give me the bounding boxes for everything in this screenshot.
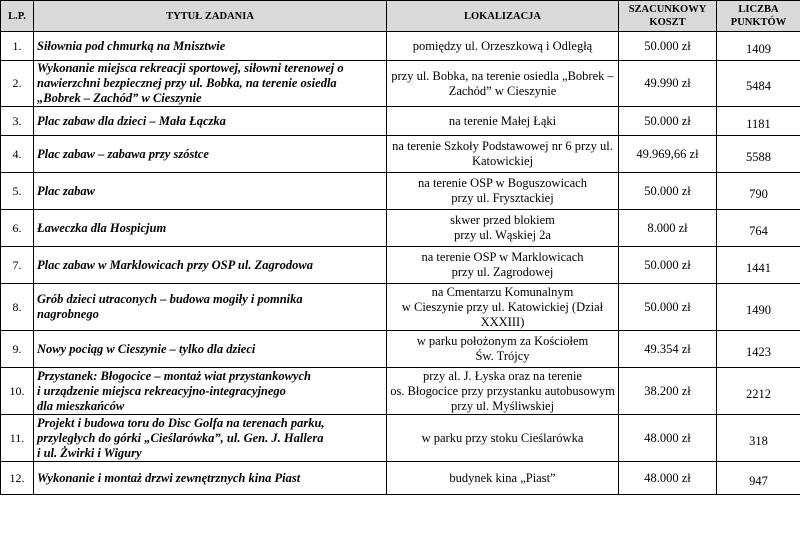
row-number-cell	[1, 284, 34, 331]
location: przy al. J. Łyska oraz na terenie os. Błogocice przy przystanku autobusowym przy ul. Myśliwskiej	[390, 368, 615, 413]
row-number: 9.	[12, 341, 22, 356]
task-title: Wykonanie miejsca rekreacji sportowej, siłowni terenowej o nawierzchni bezpiecznej przy ul. Bobka, na terenie osiedla „Bobrek – Zachód” w Cieszynie	[37, 61, 344, 105]
points-count: 1441	[746, 260, 771, 275]
location: na terenie OSP w Marklowicach przy ul. Zagrodowej	[421, 250, 584, 279]
location-cell	[387, 107, 619, 136]
table-row	[1, 136, 800, 173]
location: w parku przy stoku Cieślarówka	[421, 430, 584, 445]
points-count-cell	[717, 61, 800, 107]
header-lp: L.P.	[1, 1, 34, 32]
estimated-cost-cell	[619, 331, 717, 368]
task-title: Plac zabaw w Marklowicach przy OSP ul. Zagrodowa	[37, 257, 313, 272]
points-count: 1181	[746, 116, 771, 131]
task-title-cell	[34, 107, 387, 136]
estimated-cost: 50.000 zł	[644, 113, 691, 128]
row-number-cell	[1, 415, 34, 462]
row-number-cell	[1, 210, 34, 247]
estimated-cost-cell	[619, 462, 717, 495]
location: na Cmentarzu Komunalnym w Cieszynie przy ul. Katowickiej (Dział XXXIII)	[401, 284, 604, 329]
points-count-cell	[717, 415, 800, 462]
location: w parku położonym za Kościołem Św. Trójcy	[416, 334, 589, 363]
estimated-cost: 49.990 zł	[644, 76, 691, 90]
task-title: Plac zabaw	[37, 183, 95, 198]
location-cell	[387, 32, 619, 61]
estimated-cost: 50.000 zł	[644, 183, 691, 198]
table-row	[1, 210, 800, 247]
task-title: Plac zabaw dla dzieci – Mała Łączka	[37, 113, 226, 128]
estimated-cost: 48.000 zł	[644, 470, 691, 485]
location-cell	[387, 331, 619, 368]
task-title-cell	[34, 173, 387, 210]
table-row	[1, 247, 800, 284]
estimated-cost-cell	[619, 415, 717, 462]
estimated-cost-cell	[619, 368, 717, 415]
table-row	[1, 368, 800, 415]
task-title: Nowy pociąg w Cieszynie – tylko dla dzieci	[37, 341, 256, 356]
header-points	[717, 1, 800, 32]
points-count-cell	[717, 210, 800, 247]
table-row	[1, 284, 800, 331]
task-title: Przystanek: Błogocice – montaż wiat przystankowych i urządzenie miejsca rekreacyjno-integracyjnego dla mieszkańców	[37, 368, 311, 413]
points-count: 1409	[746, 41, 771, 56]
table-row	[1, 331, 800, 368]
estimated-cost: 49.969,66 zł	[636, 146, 699, 161]
row-number: 10.	[9, 383, 25, 398]
points-count: 5588	[746, 149, 771, 164]
estimated-cost: 38.200 zł	[644, 383, 691, 398]
location-cell	[387, 247, 619, 284]
task-title: Plac zabaw – zabawa przy szóstce	[37, 146, 209, 161]
task-title: Projekt i budowa toru do Disc Golfa na terenach parku, przyległych do górki „Cieślarówka”, ul. Gen. J. Hallera i ul. Żwirki i Wigury	[37, 415, 325, 460]
row-number: 7.	[12, 257, 22, 272]
location: na terenie Małej Łąki	[448, 113, 557, 128]
points-count: 5484	[746, 79, 771, 93]
points-count: 947	[749, 473, 768, 488]
task-title-cell	[34, 284, 387, 331]
row-number: 5.	[12, 183, 22, 198]
task-title: Siłownia pod chmurką na Mnisztwie	[37, 38, 226, 53]
points-count: 1423	[746, 344, 771, 359]
row-number-cell	[1, 32, 34, 61]
location: budynek kina „Piast”	[449, 470, 556, 485]
row-number-cell	[1, 462, 34, 495]
header-points-label: LICZBA PUNKTÓW	[730, 4, 787, 28]
row-number: 11.	[9, 430, 25, 445]
estimated-cost-cell	[619, 32, 717, 61]
row-number-cell	[1, 136, 34, 173]
location-cell	[387, 462, 619, 495]
points-count: 790	[749, 186, 768, 201]
row-number-cell	[1, 247, 34, 284]
task-title: Wykonanie i montaż drzwi zewnętrznych kina Piast	[37, 470, 301, 485]
row-number-cell	[1, 331, 34, 368]
location-cell	[387, 61, 619, 107]
points-count-cell	[717, 368, 800, 415]
header-location: LOKALIZACJA	[387, 1, 619, 32]
row-number: 2.	[12, 76, 22, 90]
points-count-cell	[717, 32, 800, 61]
row-number-cell	[1, 173, 34, 210]
estimated-cost: 48.000 zł	[644, 430, 691, 445]
points-count: 318	[749, 433, 768, 448]
task-title-cell	[34, 331, 387, 368]
points-count-cell	[717, 136, 800, 173]
row-number: 4.	[12, 146, 22, 161]
estimated-cost-cell	[619, 61, 717, 107]
row-number-cell	[1, 61, 34, 107]
row-number: 6.	[12, 220, 22, 235]
estimated-cost: 49.354 zł	[644, 341, 691, 356]
task-title-cell	[34, 462, 387, 495]
task-title-cell	[34, 61, 387, 107]
estimated-cost-cell	[619, 136, 717, 173]
header-cost	[619, 1, 717, 32]
location-cell	[387, 210, 619, 247]
location-cell	[387, 173, 619, 210]
points-count: 1490	[746, 302, 771, 317]
points-count-cell	[717, 173, 800, 210]
location-cell	[387, 415, 619, 462]
points-count-cell	[717, 331, 800, 368]
task-title-cell	[34, 368, 387, 415]
location: na terenie OSP w Boguszowicach przy ul. Frysztackiej	[418, 176, 587, 205]
estimated-cost-cell	[619, 247, 717, 284]
header-cost-label: SZACUNKOWY KOSZT	[628, 4, 707, 28]
points-count-cell	[717, 462, 800, 495]
row-number: 3.	[12, 113, 22, 128]
row-number: 8.	[12, 299, 22, 314]
points-count-cell	[717, 107, 800, 136]
table-row	[1, 107, 800, 136]
row-number: 1.	[12, 38, 22, 53]
task-title-cell	[34, 136, 387, 173]
task-title-cell	[34, 210, 387, 247]
estimated-cost-cell	[619, 107, 717, 136]
row-number: 12.	[9, 470, 25, 485]
task-title-cell	[34, 247, 387, 284]
header-title: TYTUŁ ZADANIA	[34, 1, 387, 32]
estimated-cost: 8.000 zł	[647, 220, 688, 235]
points-count-cell	[717, 247, 800, 284]
location: na terenie Szkoły Podstawowej nr 6 przy ul. Katowickiej	[392, 139, 613, 168]
estimated-cost-cell	[619, 173, 717, 210]
location: skwer przed blokiem przy ul. Wąskiej 2a	[450, 213, 555, 242]
estimated-cost: 50.000 zł	[644, 257, 691, 272]
location: pomiędzy ul. Orzeszkową i Odległą	[412, 38, 593, 53]
row-number-cell	[1, 107, 34, 136]
table-row	[1, 32, 800, 61]
location-cell	[387, 136, 619, 173]
table-row	[1, 61, 800, 107]
task-title: Ławeczka dla Hospicjum	[37, 220, 167, 235]
estimated-cost-cell	[619, 210, 717, 247]
table-row	[1, 462, 800, 495]
estimated-cost: 50.000 zł	[644, 38, 691, 53]
estimated-cost-cell	[619, 284, 717, 331]
header-row	[1, 1, 800, 32]
task-title-cell	[34, 32, 387, 61]
task-title: Grób dzieci utraconych – budowa mogiły i pomnika nagrobnego	[37, 292, 303, 321]
table-row	[1, 415, 800, 462]
points-count: 2212	[746, 386, 771, 401]
task-title-cell	[34, 415, 387, 462]
location: przy ul. Bobka, na terenie osiedla „Bobrek – Zachód” w Cieszynie	[391, 68, 614, 98]
points-count-cell	[717, 284, 800, 331]
table-row	[1, 173, 800, 210]
estimated-cost: 50.000 zł	[644, 299, 691, 314]
row-number-cell	[1, 368, 34, 415]
points-count: 764	[749, 223, 768, 238]
location-cell	[387, 284, 619, 331]
location-cell	[387, 368, 619, 415]
